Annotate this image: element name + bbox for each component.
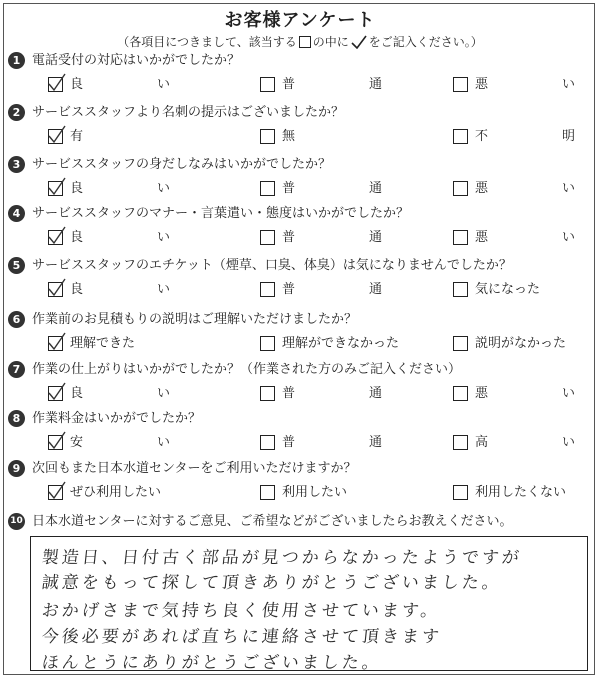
option-label <box>70 386 170 402</box>
option-label-b: い <box>561 77 575 92</box>
question-8 <box>8 410 593 462</box>
option-label <box>70 336 135 352</box>
checkbox[interactable] <box>453 282 468 297</box>
option-label <box>475 181 575 197</box>
option-label-b: 通 <box>368 77 382 92</box>
option-label <box>475 77 575 93</box>
check-mark-icon <box>47 73 67 93</box>
option-label <box>70 435 170 451</box>
check-mark-icon <box>351 35 367 49</box>
option-label-a: 利用したい <box>282 485 348 500</box>
question-number-badge: 5 <box>8 257 25 274</box>
question-number-badge: 3 <box>8 156 25 173</box>
option-label <box>282 336 399 352</box>
option-label <box>282 77 382 93</box>
option-label <box>70 485 161 501</box>
option-label-b: い <box>561 181 575 196</box>
option-label <box>282 386 382 402</box>
question-9 <box>8 460 593 512</box>
question-number-badge: 10 <box>8 513 25 530</box>
option-label-a: 気になった <box>475 282 541 297</box>
option-label-a: 無 <box>282 129 296 144</box>
checkbox[interactable] <box>453 485 468 500</box>
option-label-b: い <box>561 435 575 450</box>
option-label-a: ぜひ利用したい <box>70 485 162 500</box>
option-label <box>70 282 170 298</box>
option-label-b: い <box>156 386 170 401</box>
option-label-b: い <box>561 386 575 401</box>
option-label-b: い <box>156 282 170 297</box>
check-mark-icon <box>47 226 67 246</box>
option-label-b: 通 <box>368 282 382 297</box>
page-title: お客様アンケート <box>224 10 376 31</box>
question-number-badge: 8 <box>8 410 25 427</box>
option-label-a: 悪 <box>475 386 489 401</box>
option-label-a: 安 <box>70 435 84 450</box>
option-label <box>282 435 382 451</box>
question-number-badge: 9 <box>8 460 25 477</box>
option-label <box>475 230 575 246</box>
check-mark-icon <box>47 382 67 402</box>
question-number-badge: 6 <box>8 311 25 328</box>
option-label-a: 良 <box>70 181 84 196</box>
question-2 <box>8 104 593 156</box>
option-label <box>282 181 382 197</box>
option-label-b: い <box>156 230 170 245</box>
checkbox[interactable] <box>260 336 275 351</box>
option-label <box>70 129 83 145</box>
option-label <box>475 282 540 298</box>
option-label <box>70 230 170 246</box>
option-label <box>475 336 566 352</box>
option-label-a: 普 <box>282 386 296 401</box>
question-5 <box>8 257 593 309</box>
option-label-a: 理解できた <box>70 336 136 351</box>
option-label-a: 不 <box>475 129 489 144</box>
option-label <box>282 485 347 501</box>
checkbox[interactable] <box>260 77 275 92</box>
option-label-a: 普 <box>282 181 296 196</box>
question-text: 作業前のお見積もりの説明はご理解いただけましたか？ <box>32 312 358 327</box>
option-label-a: 良 <box>70 282 84 297</box>
question-text: 次回もまた日本水道センターをご利用いただけますか？ <box>32 461 357 476</box>
checkbox[interactable] <box>453 181 468 196</box>
check-mark-icon <box>47 125 67 145</box>
checkbox[interactable] <box>260 129 275 144</box>
option-label-a: 普 <box>282 230 296 245</box>
option-label <box>70 77 170 93</box>
comment-line-1: 製造日、日付古く部品が見つからなかったようですが <box>40 548 523 568</box>
comment-line-3: おかげさまで気持ち良く使用させています。 <box>40 601 442 621</box>
option-label-a: 説明がなかった <box>475 336 567 351</box>
option-label-a: 良 <box>70 230 84 245</box>
check-mark-icon <box>47 481 67 501</box>
option-label-b: い <box>156 77 170 92</box>
instructions <box>0 33 600 50</box>
checkbox[interactable] <box>453 336 468 351</box>
question-text: サービススタッフのエチケット（煙草、口臭、体臭）は気になりませんでしたか？ <box>32 258 512 273</box>
option-label-b: い <box>156 435 170 450</box>
checkbox[interactable] <box>260 230 275 245</box>
option-label-a: 良 <box>70 386 84 401</box>
check-mark-icon <box>47 177 67 197</box>
option-label-a: 有 <box>70 129 84 144</box>
question-4 <box>8 205 593 257</box>
checkbox[interactable] <box>453 129 468 144</box>
question-text: 日本水道センターに対するご意見、ご希望などがございましたらお教えください。 <box>32 514 513 529</box>
question-number-badge: 7 <box>8 361 25 378</box>
question-text: サービススタッフの身だしなみはいかがでしたか？ <box>32 157 332 172</box>
checkbox[interactable] <box>260 435 275 450</box>
option-label <box>475 435 575 451</box>
option-label-a: 悪 <box>475 230 489 245</box>
check-mark-icon <box>47 332 67 352</box>
option-label-b: い <box>156 181 170 196</box>
option-label-a: 利用したくない <box>475 485 567 500</box>
question-number-badge: 4 <box>8 205 25 222</box>
option-label-a: 普 <box>282 77 296 92</box>
question-number-badge: 1 <box>8 52 25 69</box>
question-7 <box>8 361 593 413</box>
option-label <box>70 181 170 197</box>
option-label-b: い <box>561 230 575 245</box>
option-label-a: 悪 <box>475 77 489 92</box>
question-3 <box>8 156 593 208</box>
question-6 <box>8 311 593 363</box>
instructions-middle: の中に <box>312 35 349 49</box>
instructions-after: をご記入ください。） <box>368 35 483 49</box>
comment-line-5: ほんとうにありがとうございました。 <box>40 653 383 673</box>
option-label <box>282 230 382 246</box>
question-text: サービススタッフより名刺の提示はございましたか？ <box>32 105 345 120</box>
option-label <box>475 485 566 501</box>
checkbox[interactable] <box>453 77 468 92</box>
option-label-b: 通 <box>368 230 382 245</box>
option-label-a: 高 <box>475 435 489 450</box>
option-label-b: 通 <box>368 386 382 401</box>
checkbox[interactable] <box>453 435 468 450</box>
option-label-a: 普 <box>282 435 296 450</box>
option-label-b: 通 <box>368 435 382 450</box>
option-label <box>282 282 382 298</box>
option-label <box>475 386 575 402</box>
checkbox[interactable] <box>260 386 275 401</box>
option-label-a: 理解ができなかった <box>282 336 400 351</box>
option-label-b: 通 <box>368 181 382 196</box>
comment-line-2: 誠意をもって探して頂きありがとうございました。 <box>40 573 503 593</box>
question-text: 作業の仕上がりはいかがでしたか？（作業された方のみご記入ください） <box>32 362 462 377</box>
checkbox-sample-icon <box>299 36 311 48</box>
option-label-a: 普 <box>282 282 296 297</box>
checkbox[interactable] <box>453 386 468 401</box>
comment-line-4: 今後必要があれば直ちに連絡させて頂きます <box>40 627 443 647</box>
question-text: 電話受付の対応はいかがでしたか？ <box>32 53 241 68</box>
question-text: 作業料金はいかがでしたか？ <box>32 411 202 426</box>
check-mark-icon <box>47 278 67 298</box>
option-label-b: 明 <box>561 129 575 144</box>
option-label <box>475 129 575 145</box>
check-mark-icon <box>47 431 67 451</box>
question-text: サービススタッフのマナー・言葉遣い・態度はいかがでしたか？ <box>32 206 410 221</box>
question-1 <box>8 52 593 104</box>
option-label-a: 悪 <box>475 181 489 196</box>
checkbox[interactable] <box>260 485 275 500</box>
checkbox[interactable] <box>260 282 275 297</box>
instructions-before: （各項目につきまして、該当する <box>117 35 297 49</box>
option-label <box>282 129 295 145</box>
checkbox[interactable] <box>260 181 275 196</box>
question-number-badge: 2 <box>8 104 25 121</box>
option-label-a: 良 <box>70 77 84 92</box>
checkbox[interactable] <box>453 230 468 245</box>
